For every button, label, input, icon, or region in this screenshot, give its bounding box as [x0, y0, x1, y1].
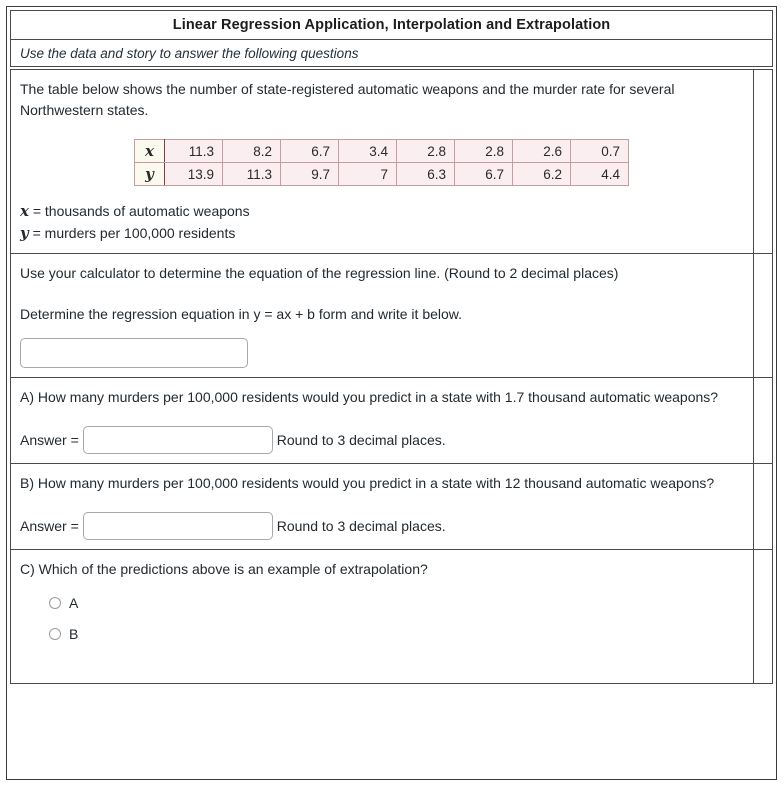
- worksheet-title-bar: [10, 10, 773, 40]
- question-b-prompt: B) How many murders per 100,000 residents would you predict in a state with 12 thousand automatic weapons?: [20, 475, 715, 491]
- table-cell: 13.9: [165, 163, 223, 186]
- spacer: [20, 325, 743, 338]
- points-column: [753, 550, 772, 683]
- table-cell: 11.3: [165, 140, 223, 163]
- question-b-answer-label: Answer =: [20, 518, 79, 534]
- legend-desc-y: = murders per 100,000 residents: [32, 225, 236, 241]
- dataset-table: [134, 139, 629, 186]
- question-b-rounding-note: Round to 3 decimal places.: [276, 518, 446, 534]
- table-cell: 6.3: [397, 163, 455, 186]
- table-cell: 4.4: [571, 163, 629, 186]
- points-column: [753, 70, 772, 253]
- regression-equation-input[interactable]: [20, 338, 248, 368]
- radio-button-icon[interactable]: [49, 628, 61, 640]
- spacer: [20, 642, 743, 674]
- table-cell: 0.7: [571, 140, 629, 163]
- question-block-regression: [10, 254, 773, 378]
- question-block-a: [10, 378, 773, 464]
- question-c-prompt: C) Which of the predictions above is an example of extrapolation?: [20, 561, 428, 577]
- legend-line-y: [20, 222, 743, 244]
- question-c-option-b[interactable]: [49, 626, 743, 642]
- story-paragraph: The table below shows the number of state-registered automatic weapons and the murder rate for several Northwestern states.: [20, 81, 675, 118]
- points-column: [753, 464, 772, 549]
- regression-instruction-1: Use your calculator to determine the equation of the regression line. (Round to 2 decimal places): [20, 265, 619, 281]
- question-block-c: [10, 550, 773, 684]
- question-a-prompt: A) How many murders per 100,000 residents would you predict in a state with 1.7 thousand automatic weapons?: [20, 389, 719, 405]
- question-c-option-a[interactable]: [49, 595, 743, 611]
- table-row-label-x: x: [135, 140, 165, 163]
- question-c-body: [11, 550, 753, 683]
- table-row-label-y: y: [135, 163, 165, 186]
- table-cell: 8.2: [223, 140, 281, 163]
- points-column: [753, 378, 772, 463]
- legend-var-y: y: [20, 224, 29, 242]
- question-c-option-b-label: B: [69, 626, 79, 642]
- table-cell: 7: [339, 163, 397, 186]
- table-cell: 6.2: [513, 163, 571, 186]
- question-block-story: [10, 69, 773, 254]
- table-cell: 2.8: [455, 140, 513, 163]
- legend-desc-x: = thousands of automatic weapons: [32, 203, 250, 219]
- table-cell: 2.6: [513, 140, 571, 163]
- question-b-body: [11, 464, 753, 549]
- question-block-b: [10, 464, 773, 550]
- page-title: Linear Regression Application, Interpolation and Extrapolation: [172, 17, 611, 33]
- legend-line-x: [20, 200, 743, 222]
- story-body: [11, 70, 753, 253]
- worksheet-frame: [6, 6, 777, 780]
- regression-instruction-2: Determine the regression equation in y = ax + b form and write it below.: [20, 306, 463, 322]
- table-cell: 9.7: [281, 163, 339, 186]
- question-c-option-a-label: A: [69, 595, 79, 611]
- question-a-answer-label: Answer =: [20, 432, 79, 448]
- question-b-answer-row: [20, 512, 743, 540]
- spacer: [20, 284, 743, 304]
- question-a-rounding-note: Round to 3 decimal places.: [276, 432, 446, 448]
- question-a-body: [11, 378, 753, 463]
- legend-var-x: x: [20, 202, 29, 220]
- table-row: [135, 163, 629, 186]
- question-a-answer-input[interactable]: [83, 426, 273, 454]
- table-row: [135, 140, 629, 163]
- table-cell: 6.7: [281, 140, 339, 163]
- table-cell: 2.8: [397, 140, 455, 163]
- dataset-table-wrapper: [20, 139, 743, 186]
- table-cell: 11.3: [223, 163, 281, 186]
- question-b-answer-input[interactable]: [83, 512, 273, 540]
- regression-body: [11, 254, 753, 377]
- worksheet-instruction-bar: [10, 40, 773, 67]
- table-cell: 6.7: [455, 163, 513, 186]
- question-a-answer-row: [20, 426, 743, 454]
- radio-button-icon[interactable]: [49, 597, 61, 609]
- table-cell: 3.4: [339, 140, 397, 163]
- points-column: [753, 254, 772, 377]
- variable-legend: [20, 200, 743, 244]
- instruction-text: Use the data and story to answer the following questions: [20, 45, 359, 61]
